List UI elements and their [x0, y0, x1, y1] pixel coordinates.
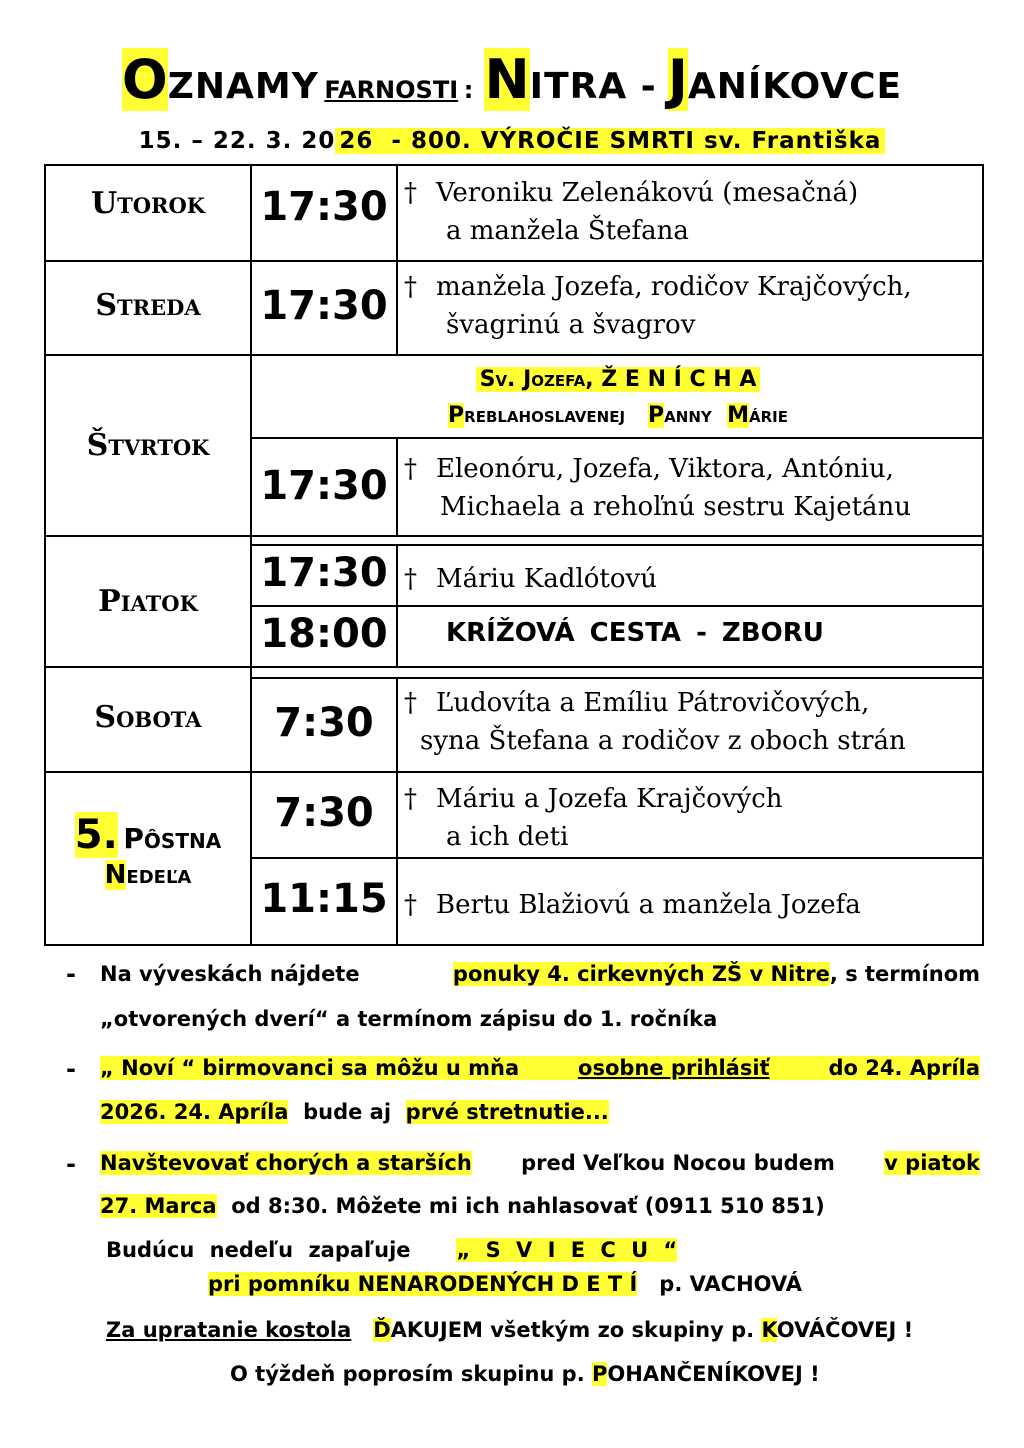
divider — [44, 354, 984, 356]
cross-icon: † — [404, 178, 417, 208]
cross-icon: † — [404, 272, 417, 302]
time-thursday: 17:30 — [260, 463, 388, 509]
time-sunday-2: 11:15 — [260, 876, 388, 922]
time-friday-2: 18:00 — [260, 611, 388, 657]
title-colon: : — [463, 76, 474, 104]
divider — [396, 678, 398, 946]
notice-1-line-1: Na výveskách nájdete ponuky 4. cirkevných ZŠ v Nitre, s termínom — [100, 962, 980, 986]
year-end: 26 — [339, 128, 374, 154]
title-initial-o: O — [121, 48, 168, 111]
subtitle — [0, 128, 1024, 154]
notice-1-line-2: „otvorených dverí“ a termínom zápisu do 1. ročníka — [100, 1007, 718, 1031]
intention-saturday: † Ľudovíta a Emíliu Pátrovičových, syna Štefana a rodičov z oboch strán — [404, 684, 982, 760]
notice-3-line-1: Navštevovať chorých a starších pred Veľkou Nocou budem v piatok — [100, 1151, 980, 1175]
cross-icon: † — [404, 454, 417, 484]
divider — [250, 605, 984, 607]
day-thursday: Štvrtok — [86, 428, 210, 463]
day-friday: Piatok — [98, 584, 198, 619]
title-anikovce: ANÍKOVCE — [687, 66, 903, 107]
time-wednesday: 17:30 — [260, 283, 388, 329]
cleaning-thanks: Za upratanie kostola ĎAKUJEM všetkým zo skupiny p. KOVÁČOVEJ ! — [106, 1318, 914, 1342]
next-week-group: O týždeň poprosím skupinu p. POHANČENÍKOVEJ ! — [230, 1362, 820, 1386]
cross-icon: † — [404, 890, 417, 920]
bullet-dash: - — [66, 960, 76, 988]
title-znamy: ZNAMY — [167, 66, 319, 107]
divider — [44, 535, 984, 537]
divider — [250, 857, 984, 859]
page-title — [0, 48, 1024, 111]
intention-friday-2: KRÍŽOVÁ CESTA - ZBORU — [446, 618, 824, 648]
bullet-dash: - — [66, 1150, 76, 1178]
title-itra: ITRA - — [529, 66, 657, 107]
title-initial-j: J — [667, 48, 688, 111]
anniversary-highlight — [335, 128, 885, 154]
anniversary-text: - 800. VÝROČIE SMRTI sv. Františka — [391, 128, 882, 154]
divider — [44, 666, 984, 668]
divider — [250, 437, 984, 439]
intention-wednesday: † manžela Jozefa, rodičov Krajčových, švagrinú a švagrov — [404, 268, 982, 344]
date-range: 15. – 22. 3. 20 — [138, 128, 336, 154]
day-saturday: Sobota — [94, 700, 202, 735]
title-farnosti: FARNOSTI — [324, 76, 459, 104]
time-tuesday: 17:30 — [260, 184, 388, 230]
day-tuesday: Utorok — [90, 186, 206, 221]
divider — [44, 771, 984, 773]
time-sunday-1: 7:30 — [274, 790, 374, 836]
notice-2-line-2: 2026. 24. Apríla bude aj prvé stretnutie... — [100, 1100, 609, 1124]
divider — [396, 438, 398, 535]
title-initial-n: N — [484, 48, 530, 111]
candle-line-1: Budúcu nedeľu zapaľuje „ S V I E C U “ — [106, 1238, 678, 1262]
intention-friday-1: † Máriu Kadlótovú — [404, 560, 982, 598]
intention-sunday-1: † Máriu a Jozefa Krajčových a ich deti — [404, 780, 982, 856]
cross-icon: † — [404, 784, 417, 814]
bullet-dash: - — [66, 1055, 76, 1083]
intention-sunday-2: † Bertu Blažiovú a manžela Jozefa — [404, 886, 982, 924]
cross-icon: † — [404, 564, 417, 594]
candle-line-2: pri pomníku NENARODENÝCH D E T Í p. VACHOVÁ — [208, 1272, 803, 1296]
time-friday-1: 17:30 — [260, 550, 388, 596]
cross-icon: † — [404, 688, 417, 718]
notice-3-line-2: 27. Marca od 8:30. Môžete mi ich nahlasovať (0911 510 851) — [100, 1194, 825, 1218]
intention-thursday: † Eleonóru, Jozefa, Viktora, Antóniu, Michaela a rehoľnú sestru Kajetánu — [404, 450, 982, 526]
divider — [396, 164, 398, 354]
day-sunday: 5. Pôstna Nedeľa — [74, 812, 222, 890]
time-saturday: 7:30 — [274, 700, 374, 746]
divider — [250, 677, 984, 679]
divider — [250, 544, 984, 546]
divider — [44, 260, 984, 262]
feast-heading: Sv. Jozefa, Ž E N Í C H A Preblahoslavenej Panny Márie — [448, 367, 788, 428]
day-wednesday: Streda — [95, 288, 201, 323]
intention-tuesday: † Veroniku Zelenákovú (mesačná) a manžela Štefana — [404, 174, 982, 250]
notice-2-line-1: „ Noví “ birmovanci sa môžu u mňa osobne prihlásiť do 24. Apríla — [100, 1056, 980, 1080]
